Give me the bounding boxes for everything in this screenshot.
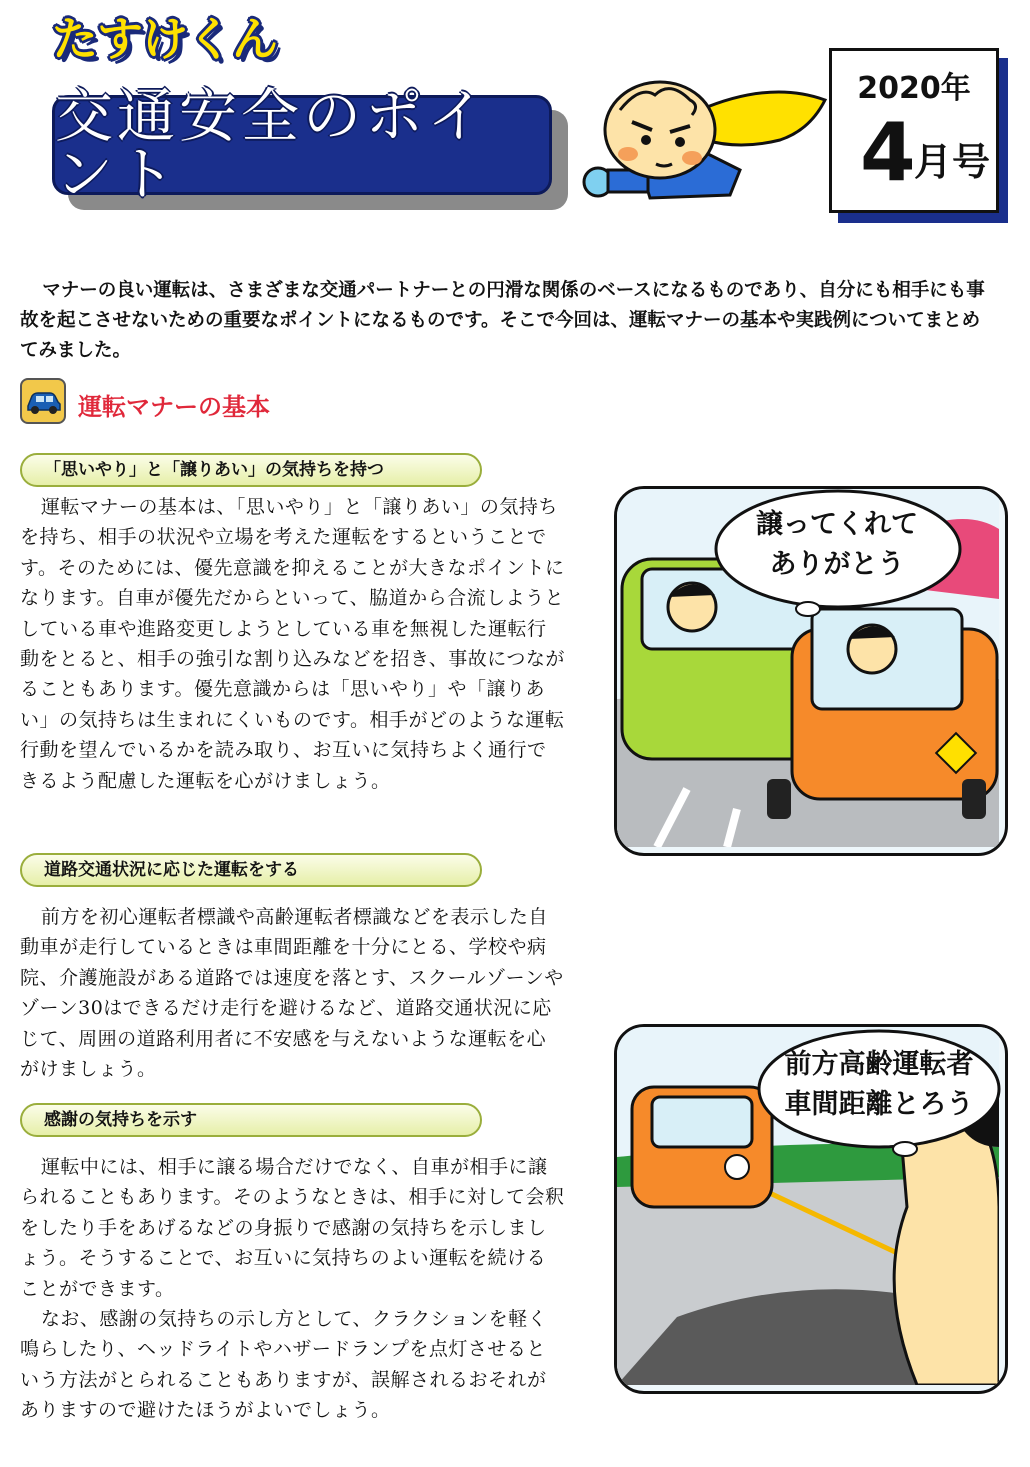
topic-paragraph: 運転マナーの基本は、「思いやり」と「譲りあい」の気持ちを持ち、相手の状況や立場を考えた運転をするということです。そのためには、優先意識を抑えることが大きなポイントになります。自車が優先だからといって、脇道から合流しようとしている車や進路変更しようとしている車を無視した運転行動をとると、相手の強引な割り込みなどを招き、事故につながることもあります。優先意識からは「思いやり」や「譲りあい」の気持ちは生まれにくいものです。相手がどのような運転行動を望んでいるかを読み取り、お互いに気持ちよく通行できるよう配慮した運転を心がけましょう。 bbox=[20, 496, 565, 792]
intro-paragraph: マナーの良い運転は、さまざまな交通パートナーとの円滑な関係のベースになるものであり、自分にも相手にも事故を起こさせないための重要なポイントになるものです。そこで今回は、運転マナーの基本や実践例についてまとめてみました。 bbox=[20, 280, 985, 361]
brand-logo-text: たすけくん bbox=[52, 12, 277, 66]
brand-title: 交通安全のポイント bbox=[55, 82, 490, 208]
topic-body bbox=[20, 902, 565, 1084]
car-icon bbox=[20, 378, 66, 424]
bubble-line: 前方高齢運転者 bbox=[784, 1049, 974, 1080]
topic-heading: 「思いやり」と「譲りあい」の気持ちを持つ bbox=[20, 453, 482, 487]
issue-month-label: 月号 bbox=[914, 140, 991, 184]
topic-heading: 道路交通状況に応じた運転をする bbox=[20, 853, 482, 887]
mascot-illustration bbox=[580, 70, 830, 210]
bubble-line: 車間距離とろう bbox=[784, 1089, 974, 1120]
issue-month-number: 4 bbox=[860, 106, 916, 199]
section-title: 運転マナーの基本 bbox=[78, 393, 270, 421]
topic-paragraph: 運転中には、相手に譲る場合だけでなく、自車が相手に譲られることもあります。そのようなときは、相手に対して会釈をしたり手をあげるなどの身振りで感謝の気持ちを示しましょう。そうすることで、お互いに気持ちのよい運転を続けることができます。 bbox=[20, 1156, 565, 1300]
topic-paragraph: 前方を初心運転者標識や高齢運転者標識などを表示した自動車が走行しているときは車間距離を十分にとる、学校や病院、介護施設がある道路では速度を落とす、スクールゾーンやゾーン30はできるだけ走行を避けるなど、道路交通状況に応じて、周囲の道路利用者に不安感を与えないような運転を心がけましょう。 bbox=[20, 906, 564, 1081]
speech-bubble-text bbox=[727, 505, 947, 585]
brand-banner bbox=[52, 82, 552, 208]
issue-box bbox=[829, 48, 999, 213]
illustration-yielding bbox=[614, 486, 1008, 856]
speech-bubble-text bbox=[765, 1045, 993, 1125]
bubble-line: ありがとう bbox=[769, 549, 905, 580]
bubble-line: 譲ってくれて bbox=[756, 509, 918, 540]
topic-body bbox=[20, 1152, 565, 1426]
topic-heading: 感謝の気持ちを示す bbox=[20, 1103, 482, 1137]
topic-paragraph: なお、感謝の気持ちの示し方として、クラクションを軽く鳴らしたり、ヘッドライトやハザードランプを点灯させるという方法がとられることもありますが、誤解されるおそれがありますので避けたほうがよいでしょう。 bbox=[20, 1308, 548, 1422]
topic-body bbox=[20, 492, 565, 796]
illustration-following-distance bbox=[614, 1024, 1008, 1394]
issue-year: 2020年 bbox=[857, 71, 971, 106]
